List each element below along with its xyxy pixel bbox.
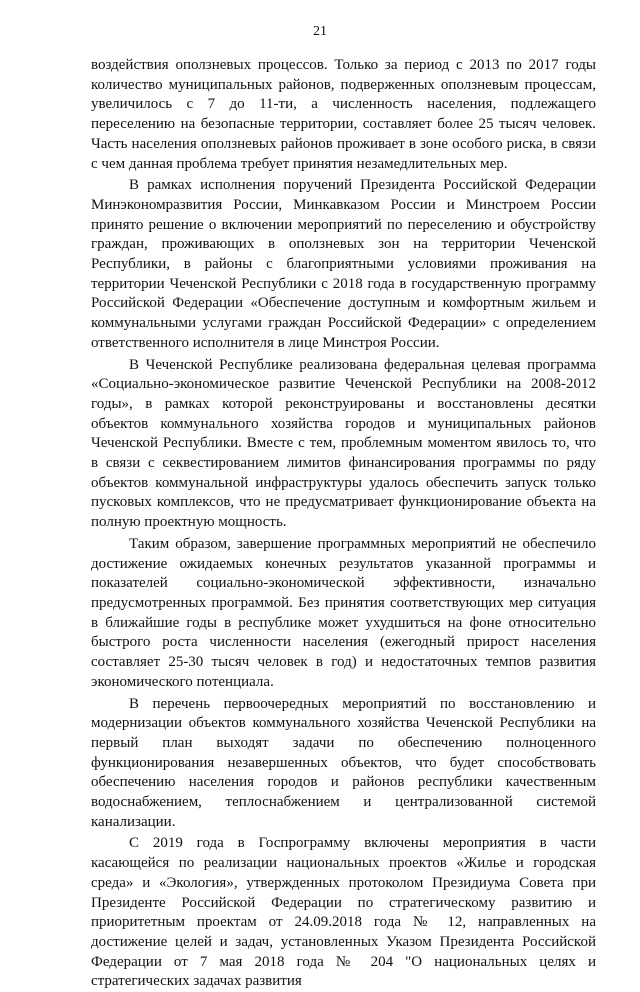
paragraph-federal-target-program: В Чеченской Республике реализована федеральная целевая программа «Социально-экономическое развитие Чеченской Республики на 2008-2012 годы», в рамках которой реконструированы и восстановлены десятки объектов коммунального хозяйства городов и муниципальных районов Чеченской Республики. Вместе с тем, проблемным моментом явилось то, что в связи с секвестированием лимитов финансирования программы по ряду объектов коммунальной инфраструктуры удалось обеспечить запуск только пусковых комплексов, что не предусматривает функционирование объекта на полную проектную мощность. — [91, 356, 596, 531]
page-number: 21 — [313, 24, 327, 39]
document-body — [91, 56, 596, 992]
paragraph-priority-measures: В перечень первоочередных мероприятий по восстановлению и модернизации объектов коммунального хозяйства Чеченской Республики на первый план выходят задачи по обеспечению полноценного функционирования незавершенных объектов, что будет способствовать обеспечению населения городов и районов республики качественным водоснабжением, теплоснабжением и централизованной системой канализации. — [91, 695, 596, 830]
paragraph-presidential-instructions: В рамках исполнения поручений Президента Российской Федерации Минэкономразвития России, Минкавказом России и Минстроем России принято решение о включении мероприятий по переселению и обустройству граждан, проживающих в оползневых зон на территории Чеченской Республики, в районы с благоприятными условиями проживания на территории Чеченской Республики с 2018 года в государственную программу Российской Федерации «Обеспечение доступным и комфортным жильем и коммунальными услугами граждан Российской Федерации» с определением ответственного исполнителя в лице Минстроя России. — [91, 177, 596, 351]
paragraph-landslide-processes: воздействия оползневых процессов. Только за период с 2013 по 2017 годы количество муниципальных районов, подверженных оползневым процессам, увеличилось с 7 до 11-ти, а численность населения, подлежащего переселению на безопасные территории, составляет более 25 тысяч человек. Часть населения оползневых районов проживает в зоне особого риска, в связи с чем данная проблема требует принятия незамедлительных мер. — [91, 57, 596, 172]
paragraph-program-completion: Таким образом, завершение программных мероприятий не обеспечило достижение ожидаемых конечных результатов указанной программы и показателей социально-экономической эффективности, изначально предусмотренных программой. Без принятия соответствующих мер ситуация в ближайшие годы в республике может ухудшиться на фоне относительно быстрого роста численности населения (ежегодный прирост населения составляет 25-30 тысяч человек в год) и недостаточных темпов развития экономического потенциала. — [91, 535, 596, 690]
paragraph-national-projects: С 2019 года в Госпрограмму включены мероприятия в части касающейся по реализации национальных проектов «Жилье и городская среда» и «Экология», утвержденных протоколом Президиума Совета при Президенте Российской Федерации по стратегическому развитию и приоритетным проектам от 24.09.2018 года № 12, направленных на достижение целей и задач, установленных Указом Президента Российской Федерации от 7 мая 2018 года № 204 "О национальных целях и стратегических задачах развития — [91, 835, 596, 990]
